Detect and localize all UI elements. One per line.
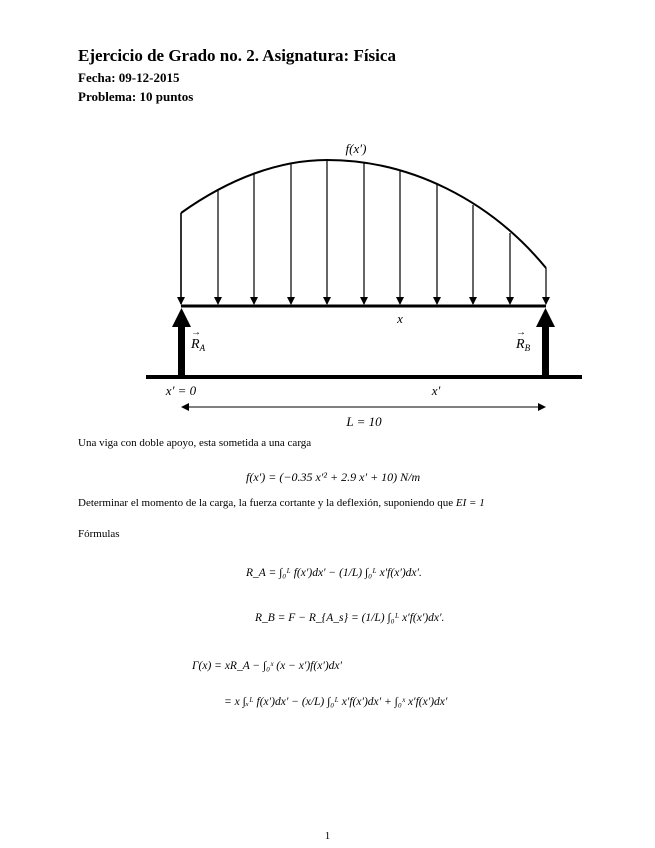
equation-ra: R_A = ∫₀ᴸ f(x′)dx′ − (1/L) ∫₀ᴸ x′f(x′)dx′.	[246, 567, 422, 579]
load-label: f(x′)	[345, 141, 367, 156]
origin-label: x′ = 0	[165, 383, 197, 398]
intro-text: Una viga con doble apoyo, esta sometida a una carga	[78, 437, 312, 449]
task-math: EI = 1	[455, 497, 485, 509]
formulas-heading: Fórmulas	[78, 528, 120, 540]
length-label: L = 10	[346, 414, 382, 429]
rb-label: $R_B$	[516, 337, 531, 353]
ra-vector-arrow: →	[191, 327, 201, 338]
problem-line: Problema: 10 puntos	[78, 89, 194, 104]
equation-gamma-2: = x ∫ₓᴸ f(x′)dx′ − (x/L) ∫₀ᴸ x′f(x′)dx′ + ∫₀ˣ x′f(x′)dx′	[224, 696, 448, 708]
reaction-arrow-a	[172, 308, 191, 377]
page-title: Ejercicio de Grado no. 2. Asignatura: Física	[78, 46, 396, 65]
equation-rb: R_B = F − R_{A_s} = (1/L) ∫₀ᴸ x′f(x′)dx′.	[255, 612, 445, 624]
equation-gamma-1: Γ(x) = xR_A − ∫₀ˣ (x − x′)f(x′)dx′	[192, 660, 343, 672]
reaction-arrow-b	[536, 308, 555, 377]
task-sentence: Determinar el momento de la carga, la fuerza cortante y la deflexión, suponiendo que	[78, 497, 454, 509]
ra-label: $R_A$	[191, 337, 206, 353]
date-line: Fecha: 09-12-2015	[78, 70, 180, 85]
ground-label: x′	[431, 383, 441, 398]
beam-label: x	[397, 311, 403, 326]
task-text	[78, 497, 485, 509]
load-equation: f(x′) = (−0.35 x′² + 2.9 x′ + 10) N/m	[246, 470, 421, 484]
page-number: 1	[324, 830, 331, 842]
rb-vector-arrow: →	[516, 327, 526, 338]
